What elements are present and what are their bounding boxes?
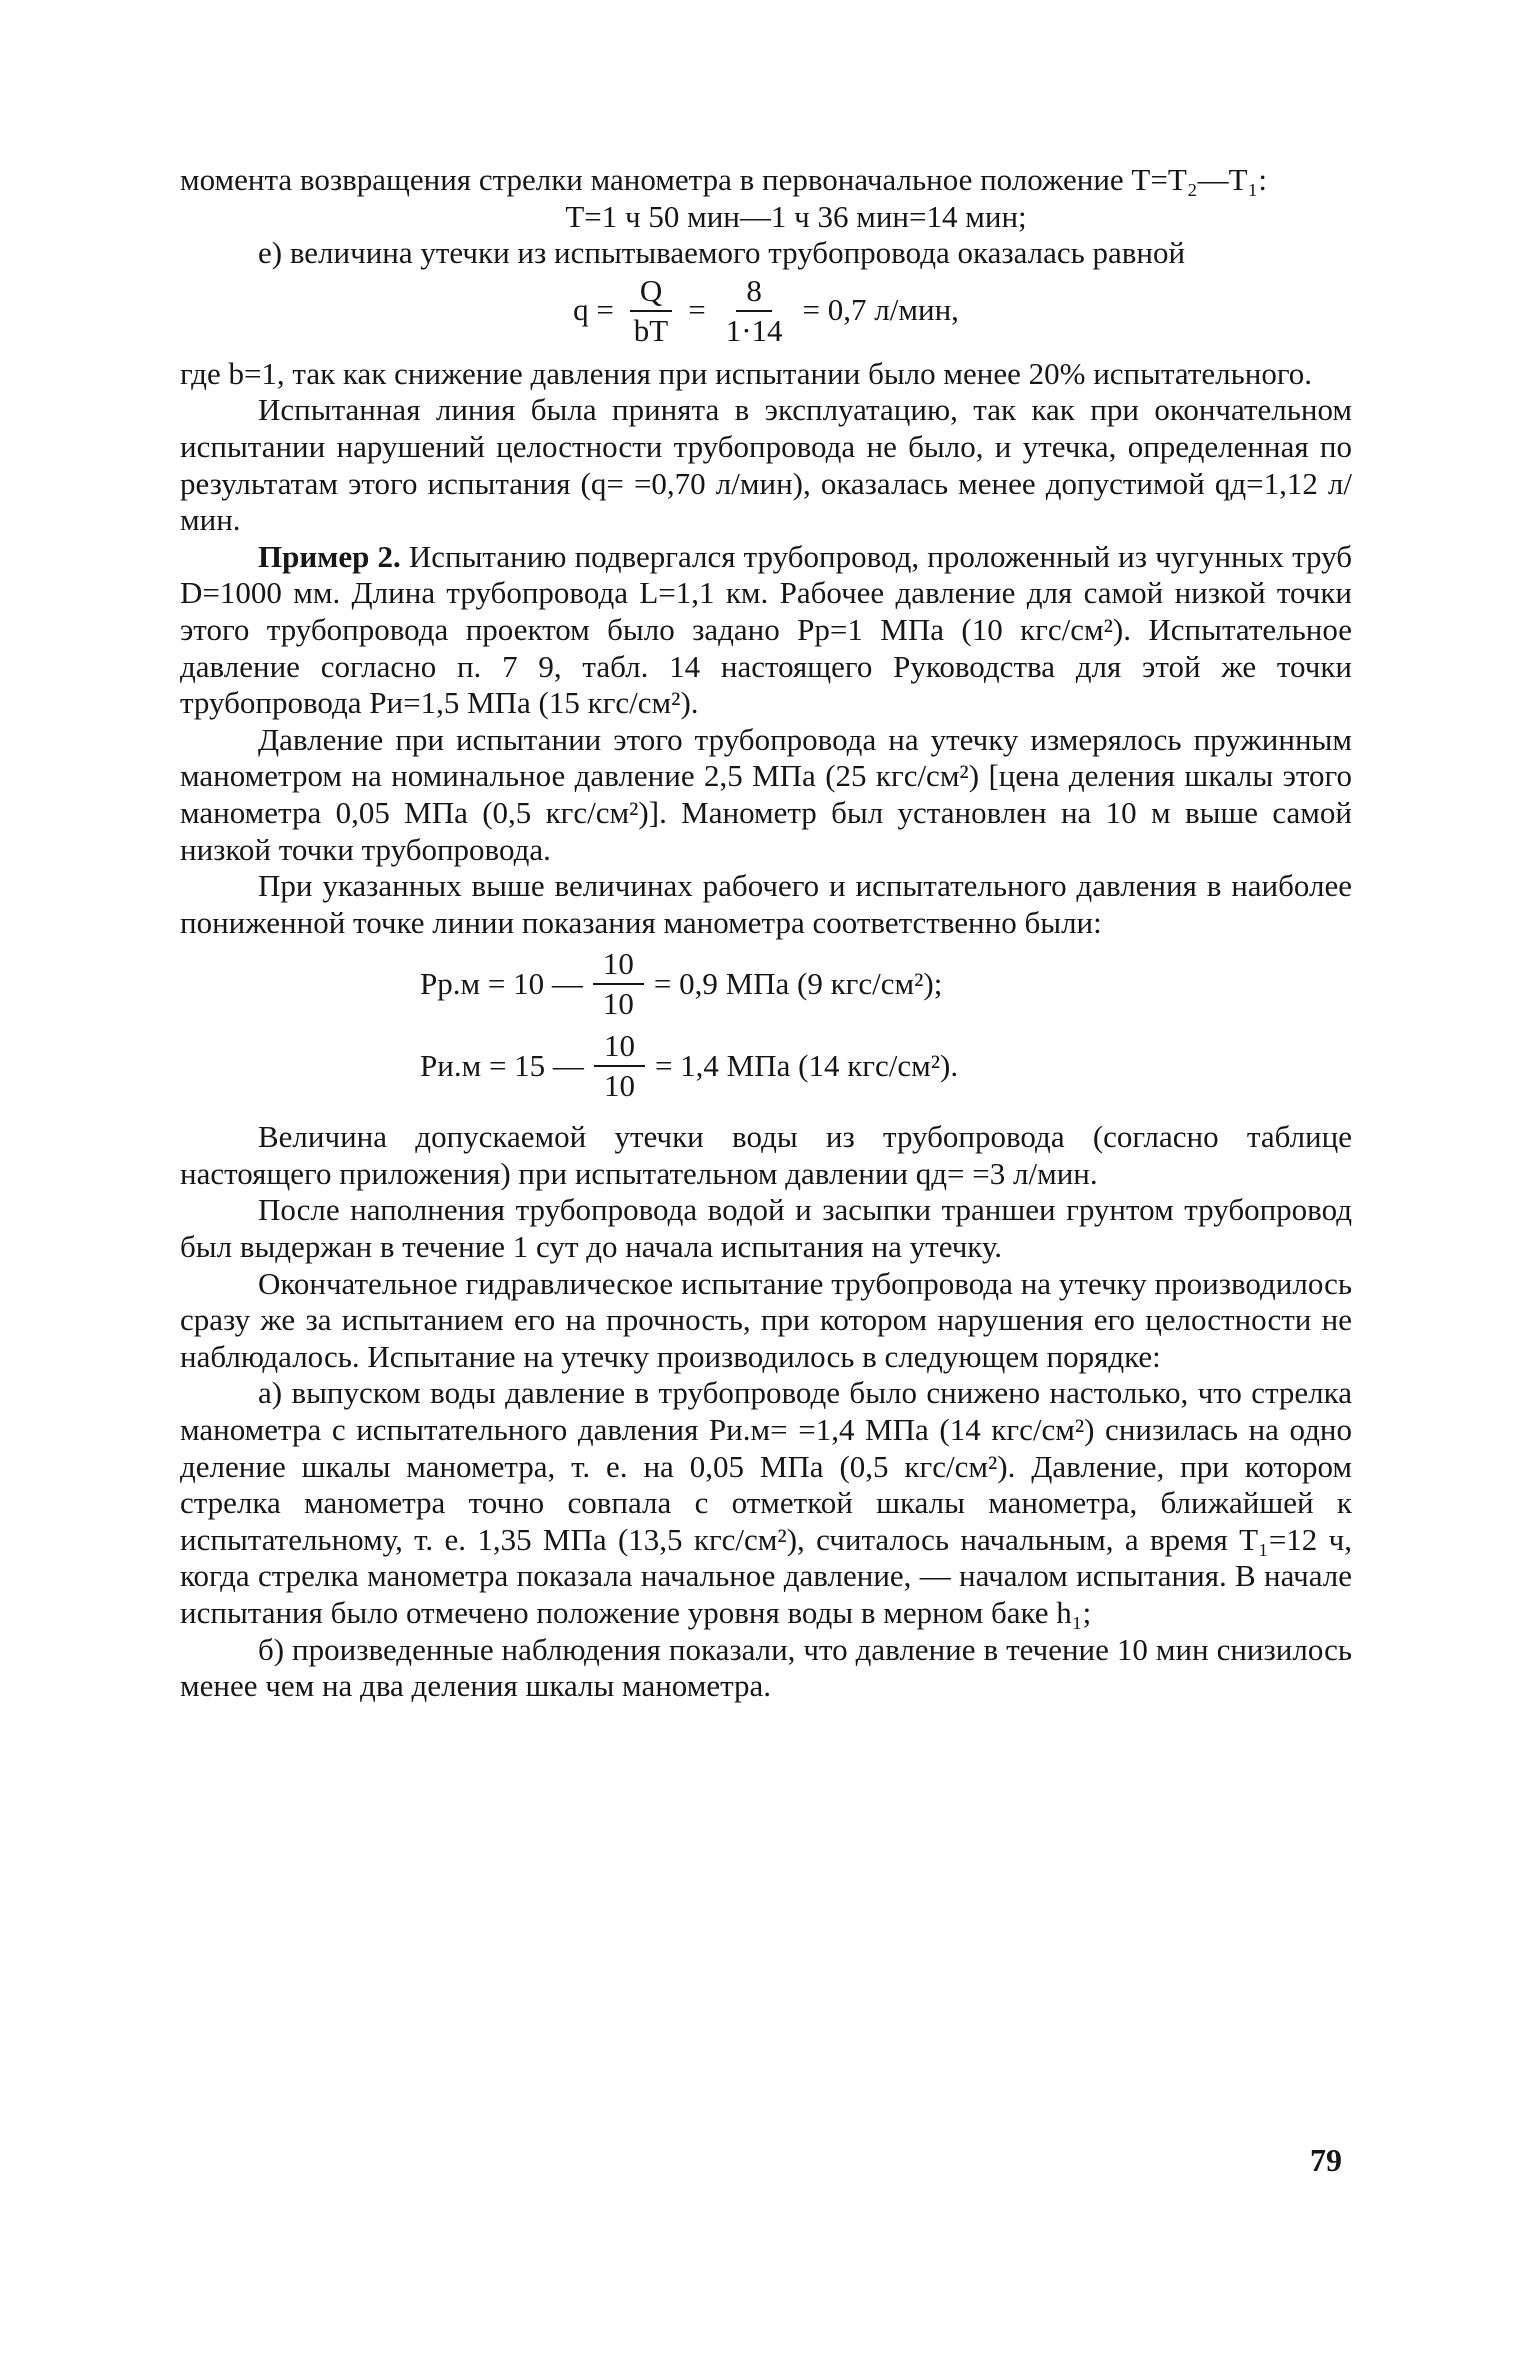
fraction-numerator: 8	[736, 272, 772, 312]
paragraph-8: Величина допускаемой утечки воды из трубопровода (согласно таблице настоящего приложения) при испытательном давлении qд= =3 л/мин.	[180, 1119, 1352, 1191]
paragraph-9: После наполнения трубопровода водой и засыпки траншеи грунтом трубопровод был выдержан в течение 1 сут до начала испытания на утечку.	[180, 1192, 1352, 1265]
equation-q	[180, 272, 1352, 350]
eq2-lhs: Pи.м = 15 —	[420, 1047, 584, 1083]
paragraph-2: е) величина утечки из испытываемого трубопровода оказалась равной	[258, 235, 1186, 271]
paragraph-7: При указанных выше величинах рабочего и испытательного давления в наиболее пониженной точке линии показания манометра соответственно были:	[180, 868, 1352, 940]
fraction-q-over-bt	[624, 272, 678, 350]
eq1-lhs: Pр.м = 10 —	[420, 965, 583, 1001]
equation-T: T=1 ч 50 мин—1 ч 36 мин=14 мин;	[565, 198, 1027, 234]
eq-q-lhs: q =	[573, 292, 614, 328]
page-number: 79	[1310, 2142, 1342, 2178]
example-text: Испытанию подвергался трубопровод, проложенный из чугунных труб D=1000 мм. Длина трубопровода L=1,1 км. Рабочее давление для самой низкой точки этого трубопровода проектом было задано Pр=1 МПа (10 кгс/см²). Испытательное давление согласно п. 7 9, табл. 14 настоящего Руководства для этой же точки трубопровода Pи=1,5 МПа (15 кгс/см²).	[180, 538, 1352, 721]
fraction-numerator: 10	[593, 945, 644, 985]
paragraph-3: где b=1, так как снижение давления при испытании было менее 20% испытательного.	[180, 355, 1313, 391]
equation-pim	[420, 1027, 1352, 1105]
fraction-8-over-14	[716, 272, 793, 350]
paragraph-1: момента возвращения стрелки манометра в первоначальное положение T=T₂—T₁:	[180, 162, 1267, 197]
paragraph-4: Испытанная линия была принята в эксплуатацию, так как при окончательном испытании нарушений целостности трубопровода не было, и утечка, определенная по результатам этого испытания (q= =0,70 л/мин), оказалась менее допустимой qд=1,12 л/мин.	[180, 392, 1352, 538]
eq-equals: =	[688, 292, 706, 328]
eq2-rhs: = 1,4 МПа (14 кгс/см²).	[654, 1047, 959, 1083]
fraction-denominator: bT	[633, 312, 669, 348]
fraction-denominator: 10	[602, 986, 634, 1022]
fraction-numerator: Q	[630, 272, 672, 312]
paragraph-6: Давление при испытании этого трубопровода на утечку измерялось пружинным манометром на номинальное давление 2,5 МПа (25 кгс/см²) [цена деления шкалы этого манометра 0,05 МПа (0,5 кгс/см²)]. Манометр был установлен на 10 м выше самой низкой точки трубопровода.	[180, 721, 1352, 867]
equation-prm	[420, 945, 1352, 1023]
paragraph-12: б) произведенные наблюдения показали, что давление в течение 10 мин снизилось менее чем на два деления шкалы манометра.	[180, 1631, 1352, 1704]
fraction-10-over-10	[593, 945, 644, 1023]
eq1-rhs: = 0,9 МПа (9 кгс/см²);	[653, 965, 943, 1001]
paragraph-11: а) выпуском воды давление в трубопроводе было снижено настолько, что стрелка манометра с испытательного давления Pи.м= =1,4 МПа (14 кгс/см²) снизилась на одно деление шкалы манометра, т. е. на 0,05 МПа (0,5 кгс/см²). Давление, при котором стрелка манометра точно совпала с отметкой шкалы манометра, ближайшей к испытательному, т. е. 1,35 МПа (13,5 кгс/см²), считалось начальным, а время T₁=12 ч, когда стрелка манометра показала начальное давление, — началом испытания. В начале испытания было отмечено положение уровня воды в мерном баке h₁;	[180, 1375, 1352, 1630]
eq-q-rhs: = 0,7 л/мин,	[802, 292, 959, 328]
fraction-10-over-10	[594, 1027, 645, 1105]
page-text	[180, 162, 1352, 1705]
example-label: Пример 2.	[258, 538, 401, 574]
fraction-numerator: 10	[594, 1027, 645, 1067]
paragraph-example-2	[180, 539, 1352, 722]
fraction-denominator: 10	[603, 1068, 635, 1104]
fraction-denominator: 1·14	[725, 312, 783, 348]
paragraph-10: Окончательное гидравлическое испытание трубопровода на утечку производилось сразу же за испытанием его на прочность, при котором нарушения его целостности не наблюдалось. Испытание на утечку производилось в следующем порядке:	[180, 1265, 1352, 1374]
